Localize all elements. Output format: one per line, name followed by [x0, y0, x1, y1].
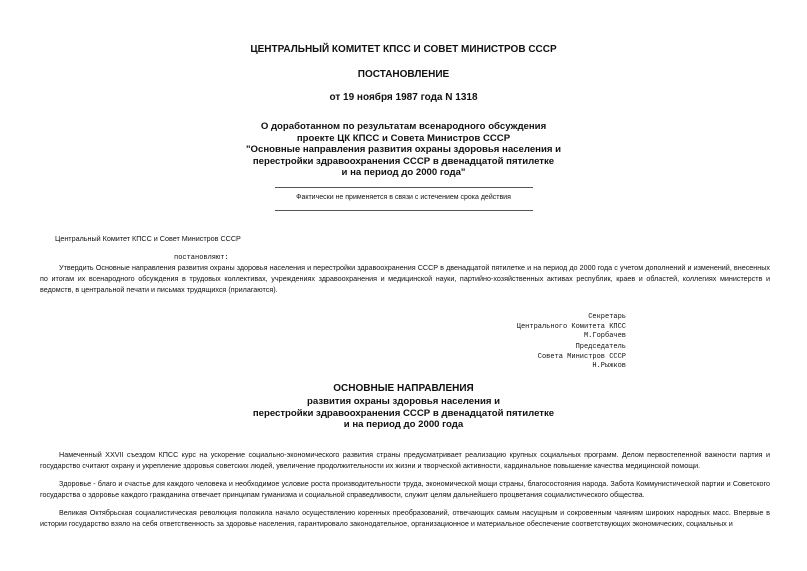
paragraph: Здоровье - благо и счастье для каждого человека и необходимое условие роста производительности труда, экономической мощи страны, благосостояния народа. Забота Коммунистической партии и Советского государства о здоровье каждого гражданина отвечает принципам гуманизма и социальной справедливости, служит целям дальнейшего процветания социалистического общества.: [40, 479, 770, 499]
preamble-resolve: постановляют:: [174, 254, 229, 262]
paragraph: Великая Октябрьская социалистическая революция положила начало осуществлению коренных преобразований, отвечающих самым насущным и сокровенным чаяниям широких народных масс. Впервые в истории государство взяло на себя ответственность за здоровье населения, гарантировало законодательное, организационное и материальное обеспечение соответствующих экономических, социальных и: [40, 508, 770, 528]
document-type: ПОСТАНОВЛЕНИЕ: [357, 69, 450, 80]
paragraph: Намеченный XXVII съездом КПСС курс на ускорение социально-экономического развития страны предусматривает реализацию крупных социальных программ. Делом первостепенной важности партия и государство считают охрану и укрепление здоровья советских людей, увеличение продолжительности их жизни и творческой активности, кардинальное повышение качества медицинской помощи.: [40, 450, 770, 470]
divider: [275, 187, 533, 188]
subtitle-line: развития охраны здоровья населения и: [307, 396, 500, 407]
subtitle-line: и на период до 2000 года: [343, 419, 464, 430]
title-line: О доработанном по результатам всенародного обсуждения: [260, 121, 547, 132]
preamble-authors: Центральный Комитет КПСС и Совет Министров СССР: [55, 234, 241, 243]
signature-org: Совета Министров СССР: [537, 352, 626, 361]
issuer-heading: ЦЕНТРАЛЬНЫЙ КОМИТЕТ КПСС И СОВЕТ МИНИСТРОВ СССР: [250, 44, 557, 55]
status-note: Фактически не применяется в связи с истечением срока действия: [296, 194, 511, 201]
section-title: ОСНОВНЫЕ НАПРАВЛЕНИЯ: [333, 383, 474, 394]
section-subtitle: [0, 396, 807, 431]
signature-name: М.Горбачев: [583, 332, 626, 340]
signature-role: Секретарь: [588, 313, 626, 321]
signature-role: Председатель: [575, 343, 626, 351]
signature-org: Центрального Комитета КПСС: [516, 322, 626, 331]
title-line: и на период до 2000 года": [341, 167, 466, 178]
signature-block: [538, 343, 626, 372]
preamble-text: Утвердить Основные направления развития охраны здоровья населения и перестройки здравоохранения СССР в двенадцатой пятилетке и на период до 2000 года с учетом дополнений и изменений, внесенных по итогам их всенародного обсуждения в трудовых коллективах, учреждениях здравоохранения и медицинской науки, партийно-хозяйственных активах республик, краев и областей, коллегиях министерств и ведомств, в центральной печати и письмах трудящихся (прилагаются).: [40, 263, 770, 294]
signature-block: [517, 313, 626, 342]
divider: [275, 210, 533, 211]
document-date-number: от 19 ноября 1987 года N 1318: [329, 92, 478, 103]
document-title: [0, 121, 807, 179]
title-line: проекте ЦК КПСС и Совета Министров СССР: [296, 132, 511, 144]
title-line: "Основные направления развития охраны здоровья населения и: [245, 144, 562, 155]
subtitle-line: перестройки здравоохранения СССР в двенадцатой пятилетке: [252, 407, 555, 419]
signature-name: Н.Рыжков: [592, 362, 626, 370]
title-line: перестройки здравоохранения СССР в двенадцатой пятилетке: [252, 155, 555, 167]
